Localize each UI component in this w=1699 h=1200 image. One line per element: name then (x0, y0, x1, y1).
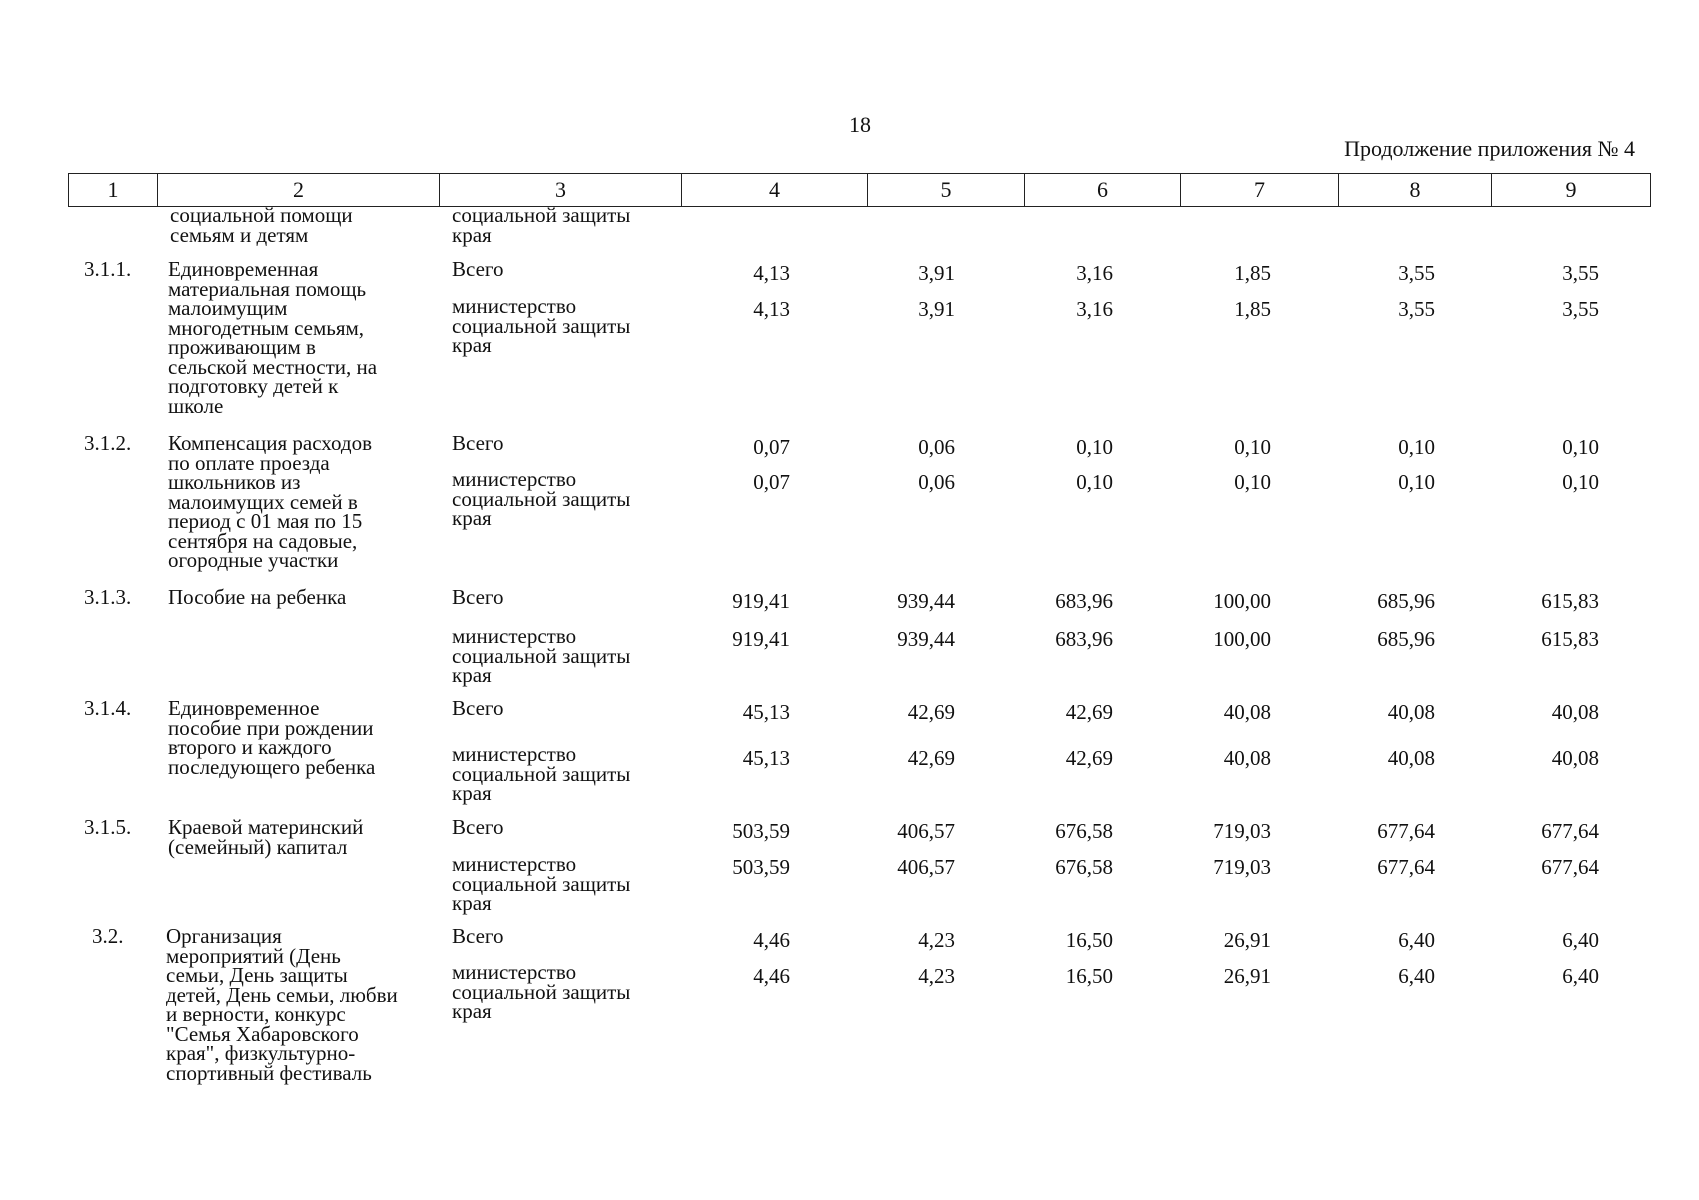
value-cell: 0,10 (1562, 435, 1599, 459)
value-cell: 6,40 (1562, 928, 1599, 952)
header-cell: 4 (682, 174, 868, 207)
value-cell: 1,85 (1234, 261, 1271, 285)
executor-label: министерство социальной защиты края (452, 294, 631, 357)
value-cell: 4,23 (918, 964, 955, 988)
value-cell: 677,64 (1541, 855, 1599, 879)
value-cell: 0,07 (753, 470, 790, 494)
column-header-table (68, 173, 1651, 207)
value-cell: 40,08 (1223, 746, 1271, 770)
row-name: Единовременное пособие при рождении второго и каждого последующего ребенка (168, 696, 376, 779)
value-cell: 26,91 (1223, 964, 1271, 988)
executor-label: министерство социальной защиты края (452, 467, 631, 530)
value-cell: 685,96 (1377, 589, 1435, 613)
value-cell: 4,23 (918, 928, 955, 952)
value-cell: 0,10 (1398, 435, 1435, 459)
row-name: Краевой материнский (семейный) капитал (168, 815, 364, 859)
header-cell: 6 (1025, 174, 1181, 207)
value-cell: 4,13 (753, 297, 790, 321)
value-cell: 615,83 (1541, 589, 1599, 613)
value-cell: 3,91 (918, 297, 955, 321)
continuation-note: Продолжение приложения № 4 (1344, 136, 1635, 161)
value-cell: 939,44 (897, 627, 955, 651)
executor-label: министерство социальной защиты края (452, 852, 631, 915)
executor-label: министерство социальной защиты края (452, 960, 631, 1023)
row-name: Компенсация расходов по оплате проезда школьников из малоимущих семей в период с 01 мая по 15 сентября на садовые, огородные участки (168, 431, 372, 572)
value-cell: 42,69 (1065, 700, 1113, 724)
value-cell: 406,57 (897, 855, 955, 879)
row-name: Пособие на ребенка (168, 585, 347, 609)
value-cell: 40,08 (1387, 700, 1435, 724)
value-cell: 719,03 (1213, 855, 1271, 879)
value-cell: 0,07 (753, 435, 790, 459)
value-cell: 4,13 (753, 261, 790, 285)
header-row (69, 174, 1651, 207)
header-cell: 3 (440, 174, 682, 207)
value-cell: 0,10 (1398, 470, 1435, 494)
value-cell: 100,00 (1213, 627, 1271, 651)
value-cell: 3,55 (1398, 297, 1435, 321)
value-cell: 0,10 (1562, 470, 1599, 494)
value-cell: 677,64 (1377, 819, 1435, 843)
value-cell: 0,10 (1234, 435, 1271, 459)
value-cell: 676,58 (1055, 819, 1113, 843)
value-cell: 0,10 (1076, 435, 1113, 459)
value-cell: 939,44 (897, 589, 955, 613)
executor-label: министерство социальной защиты края (452, 624, 631, 687)
total-label: Всего (452, 924, 504, 948)
header-cell: 9 (1492, 174, 1651, 207)
row-name: Организация мероприятий (День семьи, День защиты детей, День семьи, любви и верности, конкурс "Семья Хабаровского края", физкультурно- спортивный фестиваль (166, 924, 398, 1085)
header-cell: 1 (69, 174, 158, 207)
header-cell: 2 (158, 174, 440, 207)
value-cell: 503,59 (732, 819, 790, 843)
row-number: 3.1.2. (84, 431, 132, 455)
row-number: 3.1.1. (84, 257, 132, 281)
header-cell: 5 (868, 174, 1025, 207)
value-cell: 683,96 (1055, 589, 1113, 613)
row-number: 3.1.4. (84, 696, 132, 720)
value-cell: 6,40 (1398, 928, 1435, 952)
value-cell: 683,96 (1055, 627, 1113, 651)
total-label: Всего (452, 585, 504, 609)
value-cell: 1,85 (1234, 297, 1271, 321)
page-number: 18 (849, 112, 871, 137)
value-cell: 919,41 (732, 627, 790, 651)
value-cell: 719,03 (1213, 819, 1271, 843)
total-label: Всего (452, 696, 504, 720)
value-cell: 16,50 (1065, 928, 1113, 952)
total-label: Всего (452, 815, 504, 839)
row-name: Единовременная материальная помощь малоимущим многодетным семьям, проживающим в сельской местности, на подготовку детей к школе (168, 257, 378, 418)
value-cell: 42,69 (907, 746, 955, 770)
value-cell: 676,58 (1055, 855, 1113, 879)
value-cell: 677,64 (1377, 855, 1435, 879)
carryover-name: социальной помощи семьям и детям (170, 203, 353, 247)
value-cell: 0,06 (918, 470, 955, 494)
value-cell: 100,00 (1213, 589, 1271, 613)
carryover-executor: социальной защиты края (452, 203, 631, 247)
value-cell: 40,08 (1551, 746, 1599, 770)
value-cell: 919,41 (732, 589, 790, 613)
total-label: Всего (452, 431, 504, 455)
value-cell: 685,96 (1377, 627, 1435, 651)
value-cell: 16,50 (1065, 964, 1113, 988)
value-cell: 45,13 (742, 746, 790, 770)
value-cell: 503,59 (732, 855, 790, 879)
value-cell: 6,40 (1562, 964, 1599, 988)
value-cell: 42,69 (1065, 746, 1113, 770)
value-cell: 40,08 (1551, 700, 1599, 724)
header-cell: 8 (1339, 174, 1492, 207)
value-cell: 26,91 (1223, 928, 1271, 952)
value-cell: 3,16 (1076, 261, 1113, 285)
value-cell: 615,83 (1541, 627, 1599, 651)
value-cell: 6,40 (1398, 964, 1435, 988)
value-cell: 0,10 (1076, 470, 1113, 494)
value-cell: 3,16 (1076, 297, 1113, 321)
value-cell: 4,46 (753, 964, 790, 988)
value-cell: 45,13 (742, 700, 790, 724)
row-number: 3.1.5. (84, 815, 132, 839)
value-cell: 406,57 (897, 819, 955, 843)
value-cell: 40,08 (1223, 700, 1271, 724)
value-cell: 3,55 (1562, 261, 1599, 285)
row-number: 3.2. (92, 924, 124, 948)
row-number: 3.1.3. (84, 585, 132, 609)
total-label: Всего (452, 257, 504, 281)
value-cell: 3,55 (1562, 297, 1599, 321)
value-cell: 40,08 (1387, 746, 1435, 770)
value-cell: 0,10 (1234, 470, 1271, 494)
header-cell: 7 (1181, 174, 1339, 207)
executor-label: министерство социальной защиты края (452, 742, 631, 805)
value-cell: 42,69 (907, 700, 955, 724)
value-cell: 3,55 (1398, 261, 1435, 285)
value-cell: 3,91 (918, 261, 955, 285)
value-cell: 4,46 (753, 928, 790, 952)
value-cell: 677,64 (1541, 819, 1599, 843)
value-cell: 0,06 (918, 435, 955, 459)
